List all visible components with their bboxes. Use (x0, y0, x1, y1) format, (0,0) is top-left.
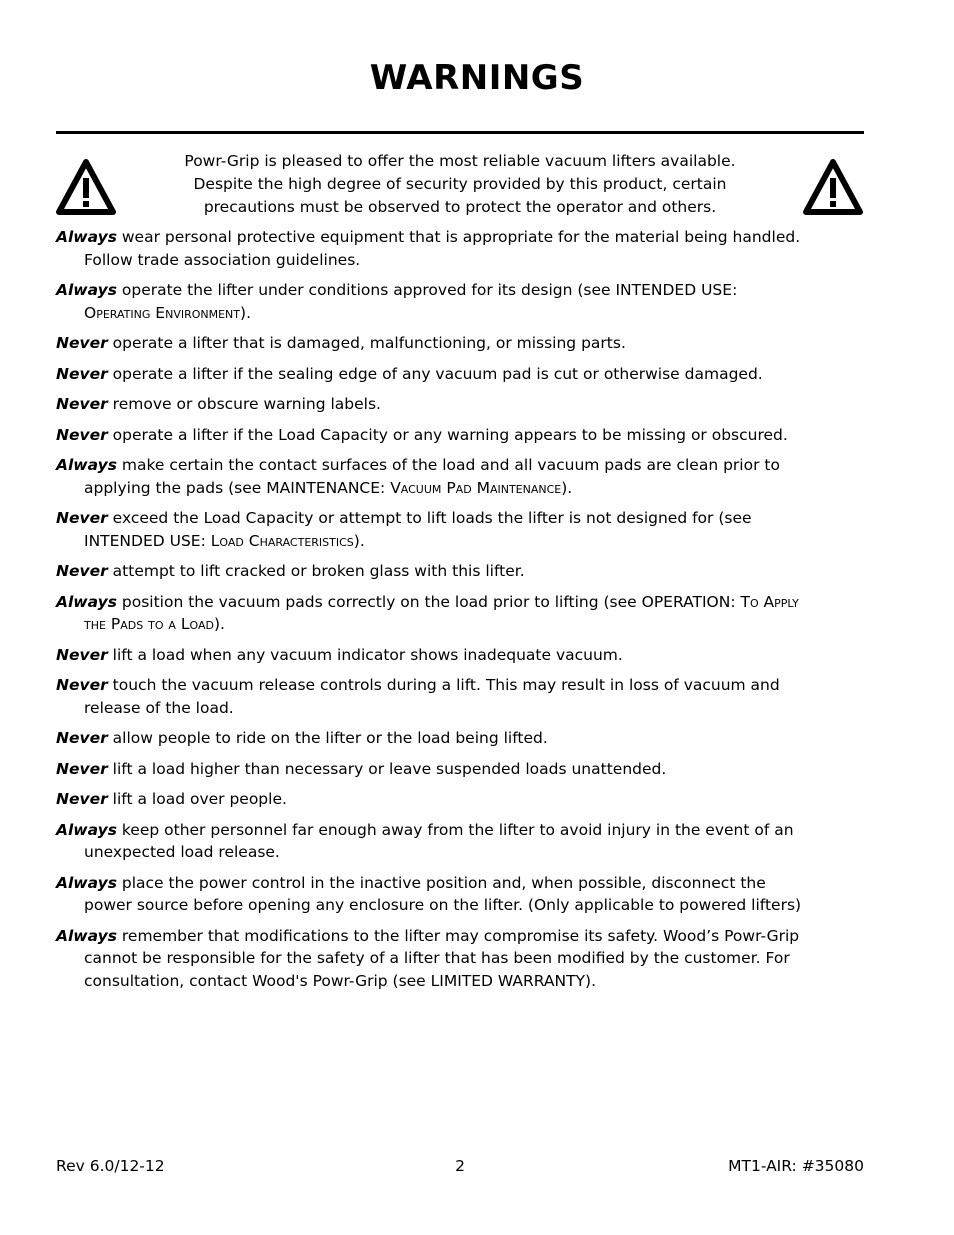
warning-text-continued: Follow trade association guidelines. (84, 250, 361, 269)
warning-text-continued (84, 530, 876, 553)
warning-keyword: Never (56, 790, 108, 808)
warning-text: remove or obscure warning labels. (107, 395, 381, 413)
revision-label: Rev 6.0/12-12 (56, 1157, 165, 1175)
warning-text-continued (84, 613, 876, 636)
section-reference: Vacuum Pad Maintenance (390, 478, 562, 497)
warning-keyword: Never (56, 364, 108, 383)
warning-text: operate a lifter if the Load Capacity or any warning appears to be missing or obscured. (107, 425, 788, 444)
warning-text: allow people to ride on the lifter or the load being lifted. (107, 729, 548, 747)
warning-keyword: Always (56, 228, 117, 246)
warning-item (56, 363, 876, 386)
warning-item (56, 507, 876, 552)
warning-item (56, 591, 876, 636)
page-title: WARNINGS (369, 58, 585, 98)
warning-keyword: Always (56, 456, 117, 474)
warning-item (56, 393, 876, 416)
section-reference: Operating Environment (84, 303, 241, 322)
warning-item (56, 758, 876, 781)
document-id: MT1-AIR: #35080 (728, 1157, 864, 1175)
warning-triangle-icon (55, 158, 117, 216)
warning-keyword: Always (56, 873, 117, 892)
warning-text: operate a lifter if the sealing edge of any vacuum pad is cut or otherwise damaged. (107, 364, 763, 383)
warning-keyword: Always (56, 592, 117, 611)
warning-text: remember that modifications to the lifter may compromise its safety. Wood’s Powr-Grip (116, 926, 800, 945)
warning-item (56, 644, 876, 667)
warning-text: attempt to lift cracked or broken glass with this lifter. (107, 562, 525, 580)
warning-keyword: Never (56, 334, 108, 352)
warning-item (56, 727, 876, 750)
warning-keyword: Never (56, 729, 108, 747)
warning-keyword: Never (56, 645, 108, 664)
warning-text: make certain the contact surfaces of the load and all vacuum pads are clean prior to (116, 456, 780, 474)
intro-text (140, 150, 780, 219)
intro-line: Despite the high degree of security provided by this product, certain (193, 175, 727, 193)
warning-text-continued (84, 302, 876, 325)
intro-line: precautions must be observed to protect the operator and others. (203, 198, 717, 216)
warning-keyword: Never (56, 759, 108, 778)
warning-text-continued: power source before opening any enclosure on the lifter. (Only applicable to powered lifters) (84, 896, 802, 914)
warning-text: ). (561, 478, 573, 497)
warning-text: ). (213, 615, 225, 633)
warning-text-continued: release of the load. (84, 698, 234, 717)
warning-text: lift a load over people. (107, 790, 287, 808)
warning-text: INTENDED USE: (84, 531, 211, 550)
warning-text: exceed the Load Capacity or attempt to lift loads the lifter is not designed for (see (107, 509, 752, 527)
warning-text: applying the pads (see MAINTENANCE: (84, 478, 391, 497)
warning-text: place the power control in the inactive position and, when possible, disconnect the (116, 873, 766, 892)
warning-text: operate the lifter under conditions approved for its design (see INTENDED USE: (116, 281, 738, 299)
warning-text: keep other personnel far enough away from the lifter to avoid injury in the event of an (116, 820, 794, 839)
warning-item (56, 332, 876, 355)
warning-text: lift a load higher than necessary or leave suspended loads unattended. (107, 759, 667, 778)
warning-keyword: Never (56, 425, 108, 444)
warning-item (56, 925, 876, 993)
warning-keyword: Always (56, 926, 117, 945)
warning-keyword: Always (56, 820, 117, 839)
warning-text-continued: unexpected load release. (84, 843, 280, 861)
page-number: 2 (455, 1157, 465, 1175)
warning-item (56, 560, 876, 583)
warning-text: ). (240, 303, 251, 322)
warning-keyword: Always (56, 281, 117, 299)
warning-text-continued: cannot be responsible for the safety of a lifter that has been modified by the customer. For (84, 949, 790, 967)
warning-text: lift a load when any vacuum indicator shows inadequate vacuum. (107, 645, 623, 664)
warning-item (56, 872, 876, 917)
warning-text: operate a lifter that is damaged, malfunctioning, or missing parts. (107, 334, 626, 352)
warning-triangle-icon (802, 158, 864, 216)
warning-item (56, 788, 876, 811)
warning-item (56, 226, 876, 271)
warning-text-continued: consultation, contact Wood's Powr-Grip (see LIMITED WARRANTY). (84, 971, 597, 990)
title-divider (56, 131, 864, 134)
warning-item (56, 819, 876, 864)
warning-text-continued (84, 477, 876, 500)
intro-line: Powr-Grip is pleased to offer the most reliable vacuum lifters available. (184, 152, 736, 170)
warning-item (56, 424, 876, 447)
warning-keyword: Never (56, 509, 108, 527)
warning-item (56, 454, 876, 499)
section-reference: the Pads to a Load (84, 615, 214, 633)
warning-item (56, 674, 876, 719)
warning-text: ). (353, 531, 365, 550)
warning-keyword: Never (56, 395, 108, 413)
warning-item (56, 279, 876, 324)
section-reference: To Apply (740, 592, 799, 611)
warning-keyword: Never (56, 562, 108, 580)
warning-text: position the vacuum pads correctly on the load prior to lifting (see OPERATION: (116, 592, 741, 611)
warning-text: touch the vacuum release controls during a lift. This may result in loss of vacuum and (107, 676, 780, 694)
section-reference: Load Characteristics (210, 531, 354, 550)
warning-text: wear personal protective equipment that is appropriate for the material being handled. (116, 228, 801, 246)
warning-keyword: Never (56, 676, 108, 694)
warning-list (56, 226, 876, 1000)
